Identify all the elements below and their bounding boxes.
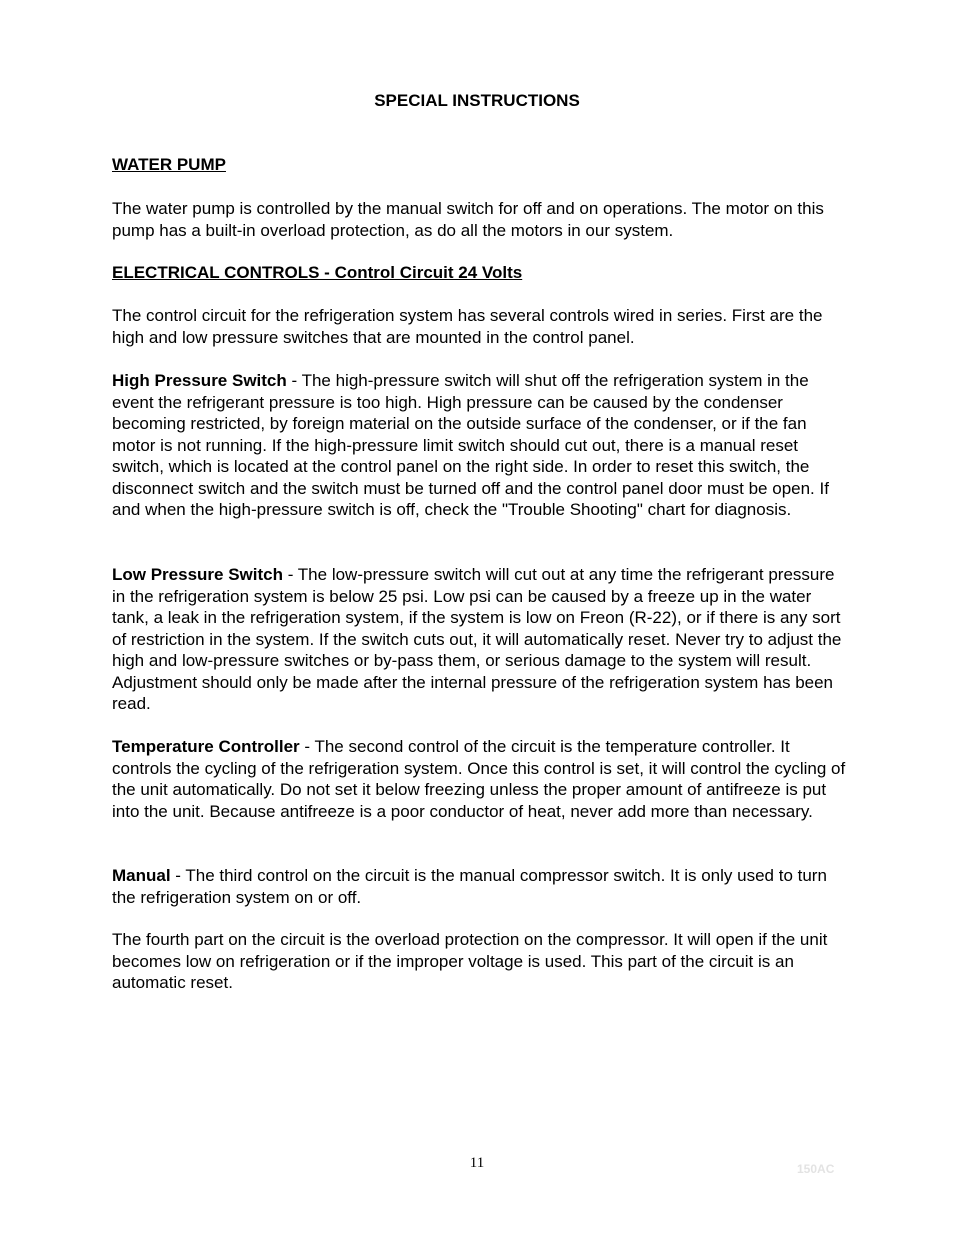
temperature-controller-paragraph [112, 736, 847, 822]
high-pressure-text: - The high-pressure switch will shut off the refrigeration system in the event the refrigerant pressure is too high. High pressure can be caused by the condenser becoming restricted, by foreign material on the outside surface of the condenser, or if the fan motor is not running. If the high-pressure limit switch should cut out, there is a manual reset switch, which is located at the control panel on the right side. In order to reset this switch, the disconnect switch and the switch must be turned off and the control panel door must be open. If and when the high-pressure switch is off, check the "Trouble Shooting" chart for diagnosis. [112, 371, 829, 519]
water-pump-heading: WATER PUMP [112, 155, 226, 174]
high-pressure-term: High Pressure Switch [112, 371, 287, 390]
temperature-controller-text: - The second control of the circuit is the temperature controller. It controls the cycling of the refrigeration system. Once this control is set, it will control the cycling of the unit automatically. Do not set it below freezing unless the proper amount of antifreeze is put into the unit. Because antifreeze is a poor conductor of heat, never add more than necessary. [112, 737, 846, 821]
page-number: 11 [469, 1155, 485, 1171]
manual-term: Manual [112, 866, 171, 885]
low-pressure-term: Low Pressure Switch [112, 565, 283, 584]
low-pressure-paragraph [112, 564, 847, 715]
electrical-controls-heading: ELECTRICAL CONTROLS - Control Circuit 24 Volts [112, 263, 523, 282]
temperature-controller-term: Temperature Controller [112, 737, 300, 756]
low-pressure-text: - The low-pressure switch will cut out at any time the refrigerant pressure in the refrigeration system is below 25 psi. Low psi can be caused by a freeze up in the water tank, a leak in the refrigeration system, if the system is low on Freon (R-22), or if there is any sort of restriction in the system. If the switch cuts out, it will automatically reset. Never try to adjust the high and low-pressure switches or by-pass them, or serious damage to the system will result. Adjustment should only be made after the internal pressure of the refrigeration system has been read. [112, 565, 842, 713]
electrical-intro-paragraph: The control circuit for the refrigeration system has several controls wired in series. First are the high and low pressure switches that are mounted in the control panel. [112, 306, 823, 347]
water-pump-paragraph: The water pump is controlled by the manual switch for off and on operations. The motor on this pump has a built-in overload protection, as do all the motors in our system. [112, 199, 824, 240]
manual-text: - The third control on the circuit is the manual compressor switch. It is only used to turn the refrigeration system on or off. [112, 866, 827, 907]
overload-paragraph: The fourth part on the circuit is the overload protection on the compressor. It will open if the unit becomes low on refrigeration or if the improper voltage is used. This part of the circuit is an automatic reset. [112, 930, 828, 992]
manual-paragraph [112, 865, 847, 908]
high-pressure-paragraph [112, 370, 847, 521]
document-code: 150AC [797, 1162, 835, 1176]
page-title: SPECIAL INSTRUCTIONS [374, 91, 580, 110]
